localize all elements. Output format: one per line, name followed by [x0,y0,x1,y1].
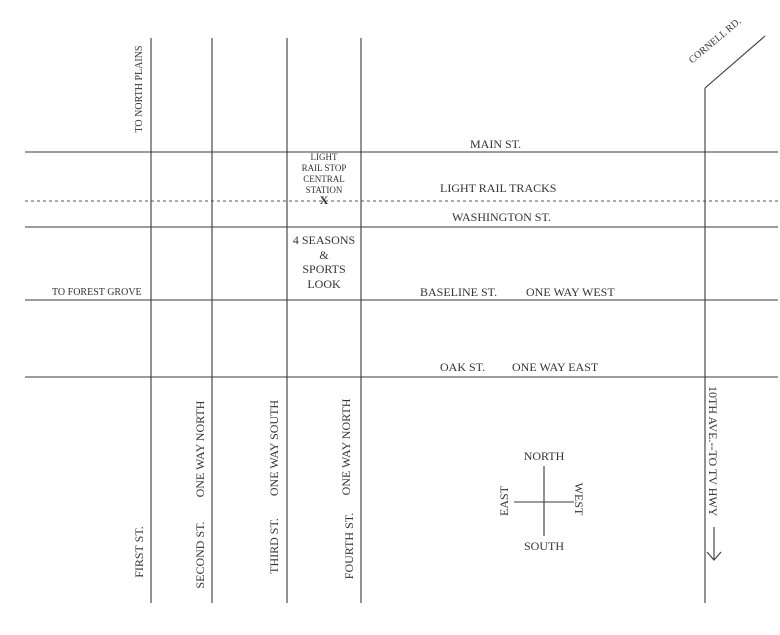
compass-north-label: NORTH [523,449,565,463]
first-st-label: FIRST ST. [132,526,146,578]
baseline-one-way-label: ONE WAY WEST [526,285,615,299]
compass-east-label: EAST [497,486,511,516]
washington-st-label: WASHINGTON ST. [452,210,551,224]
main-st-label: MAIN ST. [470,137,522,151]
tenth-ave-label: 10TH AVE.--TO TV HWY [706,386,720,517]
light-rail-tracks-label: LIGHT RAIL TRACKS [440,181,557,195]
station-marker: X [319,193,329,207]
baseline-st-label: BASELINE ST. [420,285,498,299]
compass-south-label: SOUTH [523,539,564,553]
third-one-way-label: ONE WAY SOUTH [267,399,281,497]
station-line-3: CENTRAL [303,174,345,184]
fourth-st-label: FOURTH ST. [342,512,356,580]
store-line-2: & [319,247,329,262]
second-one-way-label: ONE WAY NORTH [193,400,207,498]
station-line-4: STATION [305,185,343,195]
store-line-1: 4 SEASONS [292,233,356,247]
oak-one-way-label: ONE WAY EAST [512,360,599,374]
third-st-label: THIRD ST. [267,518,281,574]
compass-west-label: WEST [572,482,586,516]
store-line-4: LOOK [307,276,341,291]
cornell-rd-label: CORNELL RD. [686,16,744,66]
to-forest-grove-label: TO FOREST GROVE [52,287,142,298]
station-line-1: LIGHT [310,152,338,162]
fourth-one-way-label: ONE WAY NORTH [339,398,353,496]
second-st-label: SECOND ST. [193,521,207,589]
store-line-3: SPORTS [302,262,346,276]
to-north-plains-label: TO NORTH PLAINS [134,45,145,133]
station-line-2: RAIL STOP [301,163,347,173]
light-rail-station [291,152,357,196]
store-label [287,233,361,291]
oak-st-label: OAK ST. [440,360,486,374]
